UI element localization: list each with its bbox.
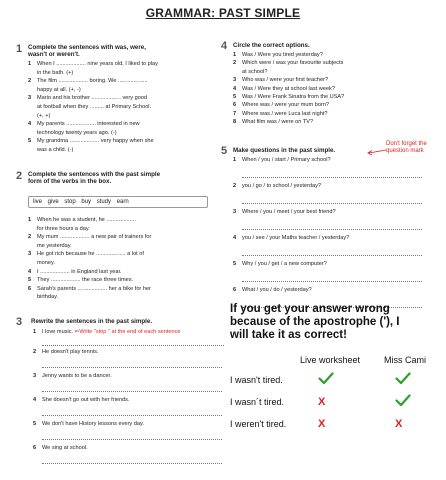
item-text: happy at all. (+, -) — [37, 86, 81, 93]
exercise-1-number: 1 — [16, 43, 23, 55]
page-title: GRAMMAR: PAST SIMPLE — [145, 6, 301, 20]
exercise-3-first-item: 1 I love music. ⇐Write "stop " at the end of each sentence — [33, 329, 181, 335]
item-text: Was / Were you tired yesterday? — [242, 52, 323, 58]
list-item — [233, 157, 349, 165]
item-text: for three hours a day. — [37, 225, 90, 232]
check-icon — [318, 372, 334, 390]
column-header-live-worksheet: Live worksheet — [300, 355, 361, 365]
answer-line[interactable] — [42, 367, 222, 368]
item-text: She doesn't go out with her friends. — [42, 397, 130, 403]
item-number: 1 — [28, 217, 32, 223]
list-item — [28, 138, 158, 147]
item-text: Who was / were your first teacher? — [242, 77, 329, 84]
item-text: me yesterday. — [37, 242, 72, 249]
item-text: Was / Were they at school last week? — [242, 85, 335, 92]
item-text: Which were / was your favourite subjects — [242, 60, 344, 67]
list-item — [28, 251, 151, 260]
item-text: you / see / your Maths teacher / yesterday? — [242, 235, 350, 241]
item-number: 3 — [28, 95, 32, 102]
answer-line[interactable] — [242, 255, 422, 256]
list-item — [233, 209, 349, 217]
item-number: 5 — [233, 261, 237, 267]
list-item — [28, 130, 158, 139]
answer-line[interactable] — [242, 229, 422, 230]
exercise-2-heading-line: form of the verbs in the box. — [28, 178, 112, 186]
example-sentence: I wasn't tired. — [230, 375, 283, 385]
item-number: 4 — [33, 397, 37, 403]
exercise-3-note: Write "stop " at the end of each sentence — [79, 329, 181, 335]
item-text: The film ................... boring. We ................... — [37, 78, 148, 85]
list-item — [33, 349, 144, 357]
exercise-1-heading-line: Complete the sentences with was, were, — [28, 44, 146, 51]
exercise-5-heading: Make questions in the past simple. — [233, 147, 336, 154]
item-number: 4 — [28, 121, 32, 128]
arrow-left-icon — [366, 147, 388, 157]
item-text: Was / Were Frank Sinatra from the USA? — [242, 93, 345, 100]
list-item — [33, 421, 144, 429]
list-item — [233, 287, 349, 295]
item-text: My grandma ................... very happy when she — [37, 138, 154, 145]
exercise-2-number: 2 — [16, 170, 23, 182]
notice-line: because of the apostrophe ('), I — [230, 316, 400, 328]
answer-line[interactable] — [42, 391, 222, 392]
list-item — [233, 86, 344, 94]
item-text: What film was / were on TV? — [242, 119, 314, 126]
item-text: was a child. (-) — [37, 146, 74, 153]
item-text: at school? — [242, 68, 268, 75]
item-number: 5 — [28, 277, 32, 284]
example-sentence: I wasn´t tired. — [230, 397, 285, 407]
list-item — [28, 269, 151, 278]
item-text: Sarah's parents ................... her a bike for her — [37, 285, 151, 292]
item-text: Why / you / get / a new computer? — [242, 261, 327, 267]
item-number: 3 — [28, 251, 32, 258]
item-number: 2 — [233, 183, 237, 189]
list-item — [233, 77, 344, 85]
exercise-1-list — [28, 61, 158, 156]
answer-line[interactable] — [242, 203, 422, 204]
item-number: 6 — [233, 287, 237, 293]
item-number: 4 — [28, 268, 32, 275]
item-text: I ................... in England last year. — [37, 268, 122, 275]
item-text: money. — [37, 259, 55, 266]
list-item — [233, 102, 344, 110]
list-item — [28, 243, 151, 252]
exercise-1-heading-line: wasn't or weren't. — [28, 51, 80, 59]
item-number: 5 — [33, 421, 37, 427]
item-text: Where / you / meet / your best friend? — [242, 209, 336, 215]
x-icon: X — [395, 418, 403, 430]
exercise-5-note-line: question mark — [386, 148, 424, 154]
exercise-5-number: 5 — [221, 145, 228, 157]
exercise-4-heading: Circle the correct options. — [233, 42, 310, 49]
list-item — [33, 373, 144, 381]
list-item — [28, 217, 151, 226]
check-icon — [395, 372, 411, 390]
item-text: We don't have History lessons every day. — [42, 421, 144, 427]
item-text: Where was / were your mum born? — [242, 102, 330, 109]
exercise-4-list — [233, 52, 344, 128]
item-number: 1 — [28, 61, 32, 67]
list-item — [233, 94, 344, 102]
answer-line[interactable] — [42, 415, 222, 416]
list-item — [28, 113, 158, 122]
list-item — [28, 286, 151, 295]
list-item — [233, 60, 344, 68]
list-item — [28, 95, 158, 104]
example-sentence: I weren't tired. — [230, 419, 287, 429]
list-item — [33, 397, 144, 405]
item-number: 5 — [28, 138, 32, 145]
item-text: My parents ................... interested in new — [37, 121, 140, 128]
item-text: (+, +) — [37, 112, 51, 119]
item-number: 8 — [233, 119, 237, 126]
item-text: technology twenty years ago. (-) — [37, 129, 117, 136]
item-text: They ................... the race three times. — [37, 277, 134, 284]
list-item — [28, 234, 151, 243]
item-text: Jenny wants to be a dancer. — [42, 373, 112, 379]
item-text: He got rich because he ................... a lot of — [37, 251, 144, 258]
list-item — [28, 226, 151, 235]
exercise-5-list — [233, 157, 349, 313]
notice-line: If you get your answer wrong — [230, 303, 390, 315]
item-number: 7 — [233, 110, 237, 117]
exercise-3-number: 3 — [16, 316, 23, 328]
item-text: What / you / do / yesterday? — [242, 287, 312, 293]
answer-line[interactable] — [42, 439, 222, 440]
item-text: We sing at school. — [42, 445, 88, 451]
item-number: 2 — [233, 60, 237, 67]
item-number: 3 — [33, 373, 37, 379]
item-number: 2 — [28, 78, 32, 85]
item-text: He doesn't play tennis. — [42, 349, 99, 355]
list-item — [233, 111, 344, 119]
list-item — [233, 235, 349, 243]
list-item — [28, 121, 158, 130]
item-number: 6 — [33, 445, 37, 451]
item-text: at football when they ......... at Primary School. — [37, 103, 152, 110]
list-item — [28, 78, 158, 87]
answer-line[interactable] — [242, 281, 422, 282]
item-number: 6 — [28, 285, 32, 292]
apostrophe-notice — [230, 303, 400, 342]
list-item — [233, 52, 344, 60]
exercise-3-list — [33, 349, 144, 469]
x-icon: X — [318, 418, 326, 430]
exercise-3-first-text: I love music. — [42, 329, 74, 335]
answer-line[interactable] — [42, 463, 222, 464]
item-text: you / go / to school / yesterday? — [242, 183, 321, 189]
list-item — [28, 277, 151, 286]
list-item — [28, 147, 158, 156]
item-number: 4 — [233, 85, 237, 92]
list-item — [28, 260, 151, 269]
item-number: 5 — [233, 93, 237, 100]
item-number: 6 — [233, 102, 237, 109]
item-text: birthday. — [37, 294, 59, 301]
exercise-5-note-line: Don't forget the — [386, 141, 427, 147]
answer-line[interactable] — [242, 177, 422, 178]
list-item — [233, 119, 344, 127]
item-number: 3 — [233, 77, 237, 84]
x-icon: X — [318, 396, 326, 408]
item-text: When I ................... nine years old, I liked to play — [37, 61, 158, 67]
exercise-2-list — [28, 217, 151, 303]
item-text: Where was / were Luca last night? — [242, 110, 328, 117]
item-number: 4 — [233, 235, 237, 241]
word-box: live give stop buy study earn — [28, 196, 208, 208]
notice-line: will take it as correct! — [230, 329, 347, 341]
exercise-2-heading-line: Complete the sentences with the past simple — [28, 171, 161, 178]
item-text: Mario and his brother ................... very good — [37, 95, 148, 102]
arrow-left-icon: ⇐ — [74, 329, 80, 335]
exercise-4-number: 4 — [221, 40, 228, 52]
check-icon — [395, 394, 411, 412]
list-item — [33, 445, 144, 453]
list-item — [233, 261, 349, 269]
item-text: in the bath. (+) — [37, 69, 74, 76]
list-item — [233, 183, 349, 191]
exercise-5-note — [386, 141, 427, 155]
column-header-miss-cami: Miss Cami — [384, 355, 426, 365]
item-number: 1 — [233, 52, 237, 58]
list-item — [28, 70, 158, 79]
item-number: 1 — [233, 157, 237, 163]
list-item — [28, 294, 151, 303]
list-item — [233, 69, 344, 77]
item-number: 2 — [28, 234, 32, 241]
list-item — [28, 104, 158, 113]
item-number: 3 — [233, 209, 237, 215]
answer-line[interactable] — [42, 345, 224, 346]
item-text: My mum ................... a new pair of trainers for — [37, 234, 152, 241]
exercise-1-heading — [28, 44, 146, 59]
list-item — [28, 61, 158, 70]
item-text: When / you / start / Primary school? — [242, 157, 331, 163]
item-number: 2 — [33, 349, 37, 355]
exercise-2-heading — [28, 171, 160, 186]
exercise-3-heading: Rewrite the sentences in the past simple. — [31, 318, 153, 325]
item-text: When he was a student, he ................... — [37, 217, 136, 223]
list-item — [28, 87, 158, 96]
